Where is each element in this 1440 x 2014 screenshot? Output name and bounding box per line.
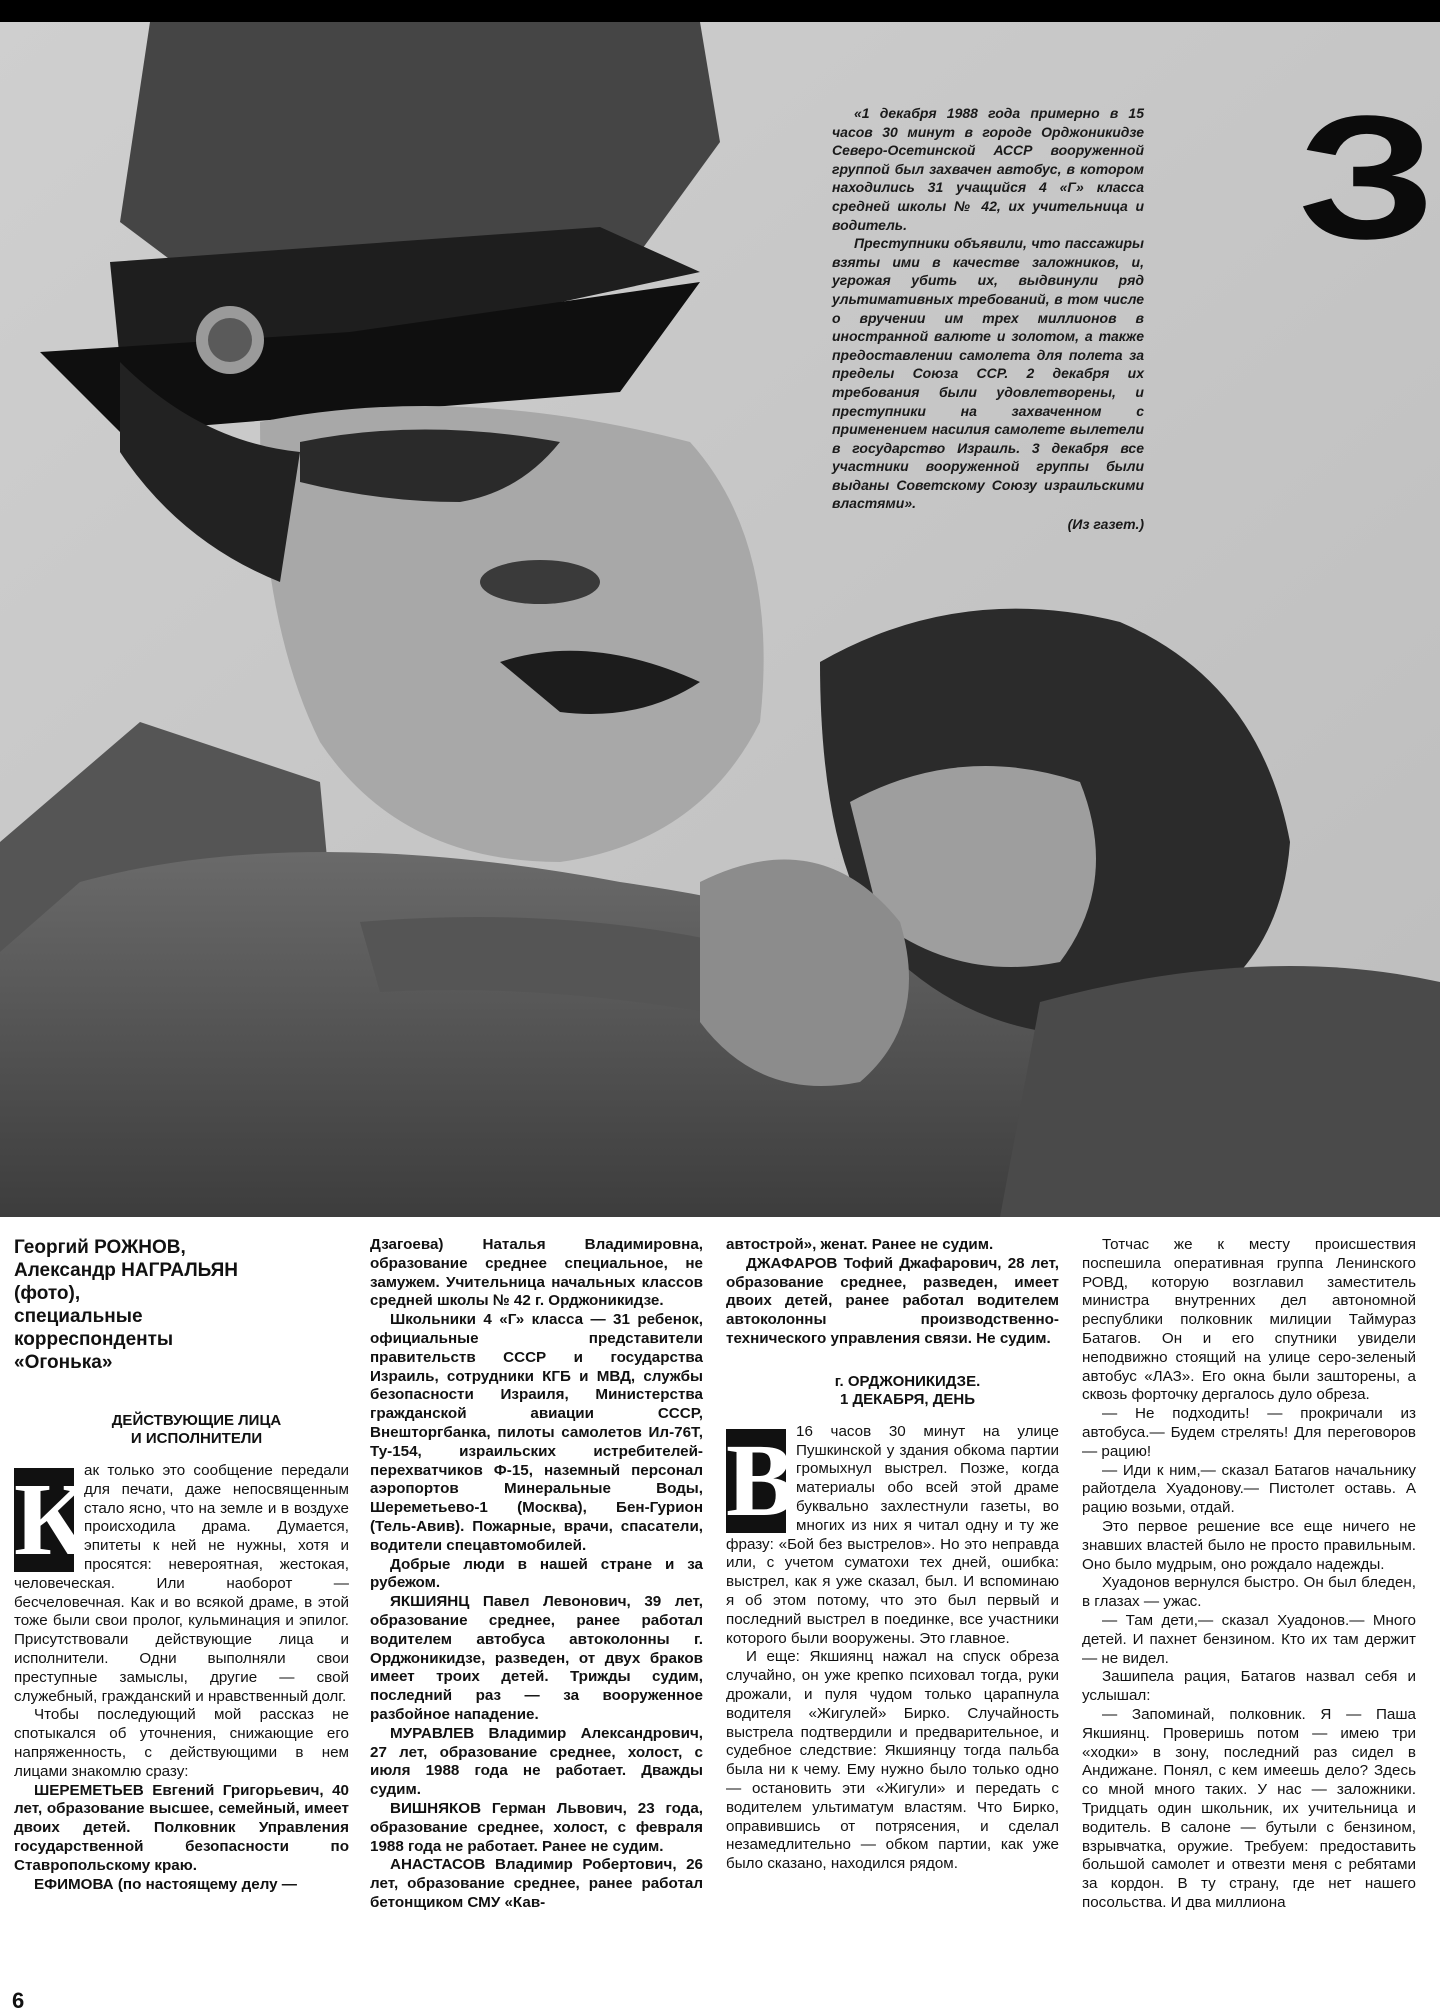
paragraph: В 16 часов 30 минут на улице Пушкинской у здания обкома партии громыхнул выстрел. Позже, когда материалы обо всей этой драме буквально захлестнули газеты, во многих из них я читал одну и ту же фразу: «Бой без выстрелов». Но это неправда или, с учетом суматохи тех дней, ошибка: выстрел, как я уже сказал, был. И вспоминаю я об этом потому, что это был первый и последний выстрел в поединке, все участники которого были вооружены. Это главное. <box>726 1422 1059 1647</box>
paragraph: ЕФИМОВА (по настоящему делу — <box>34 1875 297 1893</box>
column-1 <box>14 1236 349 1894</box>
lead-source: (Из газет.) <box>1067 516 1144 533</box>
section-heading: г. ОРДЖОНИКИДЗЕ. 1 ДЕКАБРЯ, ДЕНЬ <box>834 1372 981 1408</box>
paragraph: ДЖАФАРОВ Тофий Джафарович, 28 лет, образование среднее, разведен, имеет двоих детей, ранее работал водителем автоколонны производственно-технического управления связи. Не судим. <box>726 1254 1059 1347</box>
page-number: 6 <box>12 1988 25 2013</box>
paragraph: Дзагоева) Наталья Владимировна, образование среднее специальное, не замужем. Учительница начальных классов средней школы № 42 г. Орджоникидзе. <box>370 1236 703 1310</box>
byline <box>14 1236 349 1374</box>
drop-cap: К <box>14 1462 90 1577</box>
paragraph: К ак только это сообщение передали для печати, даже непосвященным стало ясно, что на земле и в воздухе происходила драма. Думается, эпитеты к ней не нужны, хотя и просятся: невероятная, жестокая, человеческая. Или наоборот — бесчеловечная. Как и во всякой драме, в этой тоже были свои пролог, кульминация и эпилог. Присутствовали действующие лица и исполнители. Одни выполняли свои преступные замыслы, другие — свой служебный, гражданский и нравственный долг. <box>14 1462 349 1705</box>
byline-line: (фото), <box>14 1283 81 1304</box>
byline-line: корреспонденты <box>14 1329 174 1350</box>
paragraph: Это первое решение все еще ничего не знавших властей было не просто правильным. Оно было мудрым, оно рождало надежды. <box>1082 1517 1416 1573</box>
paragraph: — Не подходить! — прокричали из автобуса.— Будем стрелять! Для переговоров — рацию! <box>1082 1405 1416 1460</box>
paragraph: ЯКШИЯНЦ Павел Левонович, 39 лет, образование среднее, ранее работал водителем автобуса автоколонны г. Орджоникидзе, разведен, от двух браков имеет троих детей. Трижды судим, последний раз — за вооруженное разбойное нападение. <box>370 1593 703 1723</box>
paragraph: — Там дети,— сказал Хуадонов.— Много детей. И пахнет бензином. Кто их там держит — не видел. <box>1082 1611 1416 1667</box>
paragraph: МУРАВЛЕВ Владимир Александрович, 27 лет, образование среднее, холост, с июля 1988 года не работает. Дважды судим. <box>370 1724 703 1799</box>
top-black-bar <box>0 0 1440 22</box>
column-2 <box>370 1236 703 1913</box>
lead-quote <box>832 104 1144 534</box>
paragraph: ШЕРЕМЕТЬЕВ Евгений Григорьевич, 40 лет, образование высшее, семейный, имеет двоих детей. Полковник Управления государственной безопасности по Ставропольскому краю. <box>14 1781 349 1874</box>
paragraph: — Запоминай, полковник. Я — Паша Якшиянц. Проверишь потом — имею три «ходки» в зону, последний раз сидел в Андижане. Понял, с кем имеешь дело? Здесь со мной много таких. У нас — заложники. Тридцать один школьник, их учительница и водитель. В салоне — бутыли с бензином, взрывчатка, оружие. Требуем: предоставить большой самолет и отвезти меня с ребятами за кордон. В ту страну, где нет нашего посольства. И два миллиона <box>1082 1705 1416 1911</box>
paragraph: Чтобы последующий мой рассказ не спотыкался об уточнения, снижающие его напряженность, с действующими в нем лицами знакомлю сразу: <box>14 1706 349 1780</box>
paragraph: ВИШНЯКОВ Герман Львович, 23 года, образование среднее, холост, с февраля 1988 года не работает. Ранее не судим. <box>370 1799 703 1855</box>
column-4 <box>1082 1236 1416 1913</box>
photo-illustration <box>0 22 1440 1217</box>
paragraph: АНАСТАСОВ Владимир Робертович, 26 лет, образование среднее, ранее работал бетонщиком СМУ «Кав- <box>370 1856 703 1911</box>
paragraph: — Иди к ним,— сказал Батагов начальнику райотдела Хуадонову.— Пистолет оставь. А рацию возьми, отдай. <box>1082 1461 1416 1517</box>
lead-paragraph: «1 декабря 1988 года примерно в 15 часов 30 минут в городе Орджоникидзе Северо-Осетинской АССР вооруженной группой был захвачен автобус, в котором находились 31 учащийся 4 «Г» класса средней школы № 42, их учительница и водитель. <box>832 105 1144 233</box>
paragraph: Тотчас же к месту происшествия поспешила оперативная группа Ленинского РОВД, которую возглавил заместитель министра внутренних дел автономной республики полковник милиции Таймураз Батагов. Он и его спутники увидели неподвижно стоящий на улице серо-зеленый автобус «ЛАЗ». Его окна были зашторены, а сквозь форточку дергалось дуло обреза. <box>1082 1236 1416 1404</box>
paragraph: Добрые люди в нашей стране и за рубежом. <box>370 1555 703 1592</box>
title-letter: З <box>1298 80 1436 276</box>
byline-line: Георгий РОЖНОВ, <box>14 1237 186 1258</box>
cover-photo <box>0 22 1440 1217</box>
paragraph: автострой», женат. Ранее не судим. <box>726 1236 994 1253</box>
lead-paragraph: Преступники объявили, что пассажиры взяты ими в качестве заложников, и, угрожая убить их, выдвинули ряд ультимативных требований, в том числе о вручении им трех миллионов в иностранной валюте и золотом, а также предоставлении самолета для полета за пределы Союза ССР. 2 декабря их требования были удовлетворены, и преступники на захваченном с применением насилия самолете вылетели в государство Израиль. 3 декабря все участники вооруженной группы были выданы Советскому Союзу израильскими властями». <box>832 235 1144 512</box>
paragraph: И еще: Якшиянц нажал на спуск обреза случайно, он уже крепко психовал тогда, руки дрожали, и пуля чудом только царапнула водителя «Жигулей» Бирко. Случайность выстрела подтвердили и предварительное, и судебное следствие: Якшиянцу тогда пальба была ни к чему. Ему нужно было только одно — остановить эти «Жигули» и передать с водителем ультиматум властям. Что Бирко, оправившись от потрясения, и сделал незамедлительно — обком партии, как уже было сказано, находился рядом. <box>726 1648 1059 1873</box>
paragraph: Школьники 4 «Г» класса — 31 ребенок, официальные представители правительств СССР и государства Израиль, сотрудники КГБ и МВД, службы безопасности Израиля, Министерства гражданской авиации СССР, Внешторгбанка, пилоты самолетов Ил-76Т, Ту-154, израильских истребителей-перехватчиков Ф-15, наземный персонал аэропортов Минеральные Воды, Шереметьево-1 (Москва), Бен-Гурион (Тель-Авив). Пожарные, врачи, спасатели, водители спецавтомобилей. <box>370 1311 703 1554</box>
paragraph: Зашипела рация, Батагов назвал себя и услышал: <box>1082 1668 1416 1705</box>
paragraph: Хуадонов вернулся быстро. Он был бледен, в глазах — ужас. <box>1082 1574 1416 1611</box>
drop-cap: В <box>726 1422 796 1538</box>
byline-line: специальные <box>14 1306 143 1327</box>
section-heading: ДЕЙСТВУЮЩИЕ ЛИЦА И ИСПОЛНИТЕЛИ <box>111 1412 282 1447</box>
column-3 <box>726 1236 1059 1874</box>
byline-line: Александр НАГРАЛЬЯН <box>14 1260 238 1281</box>
byline-line: «Огонька» <box>14 1352 113 1373</box>
